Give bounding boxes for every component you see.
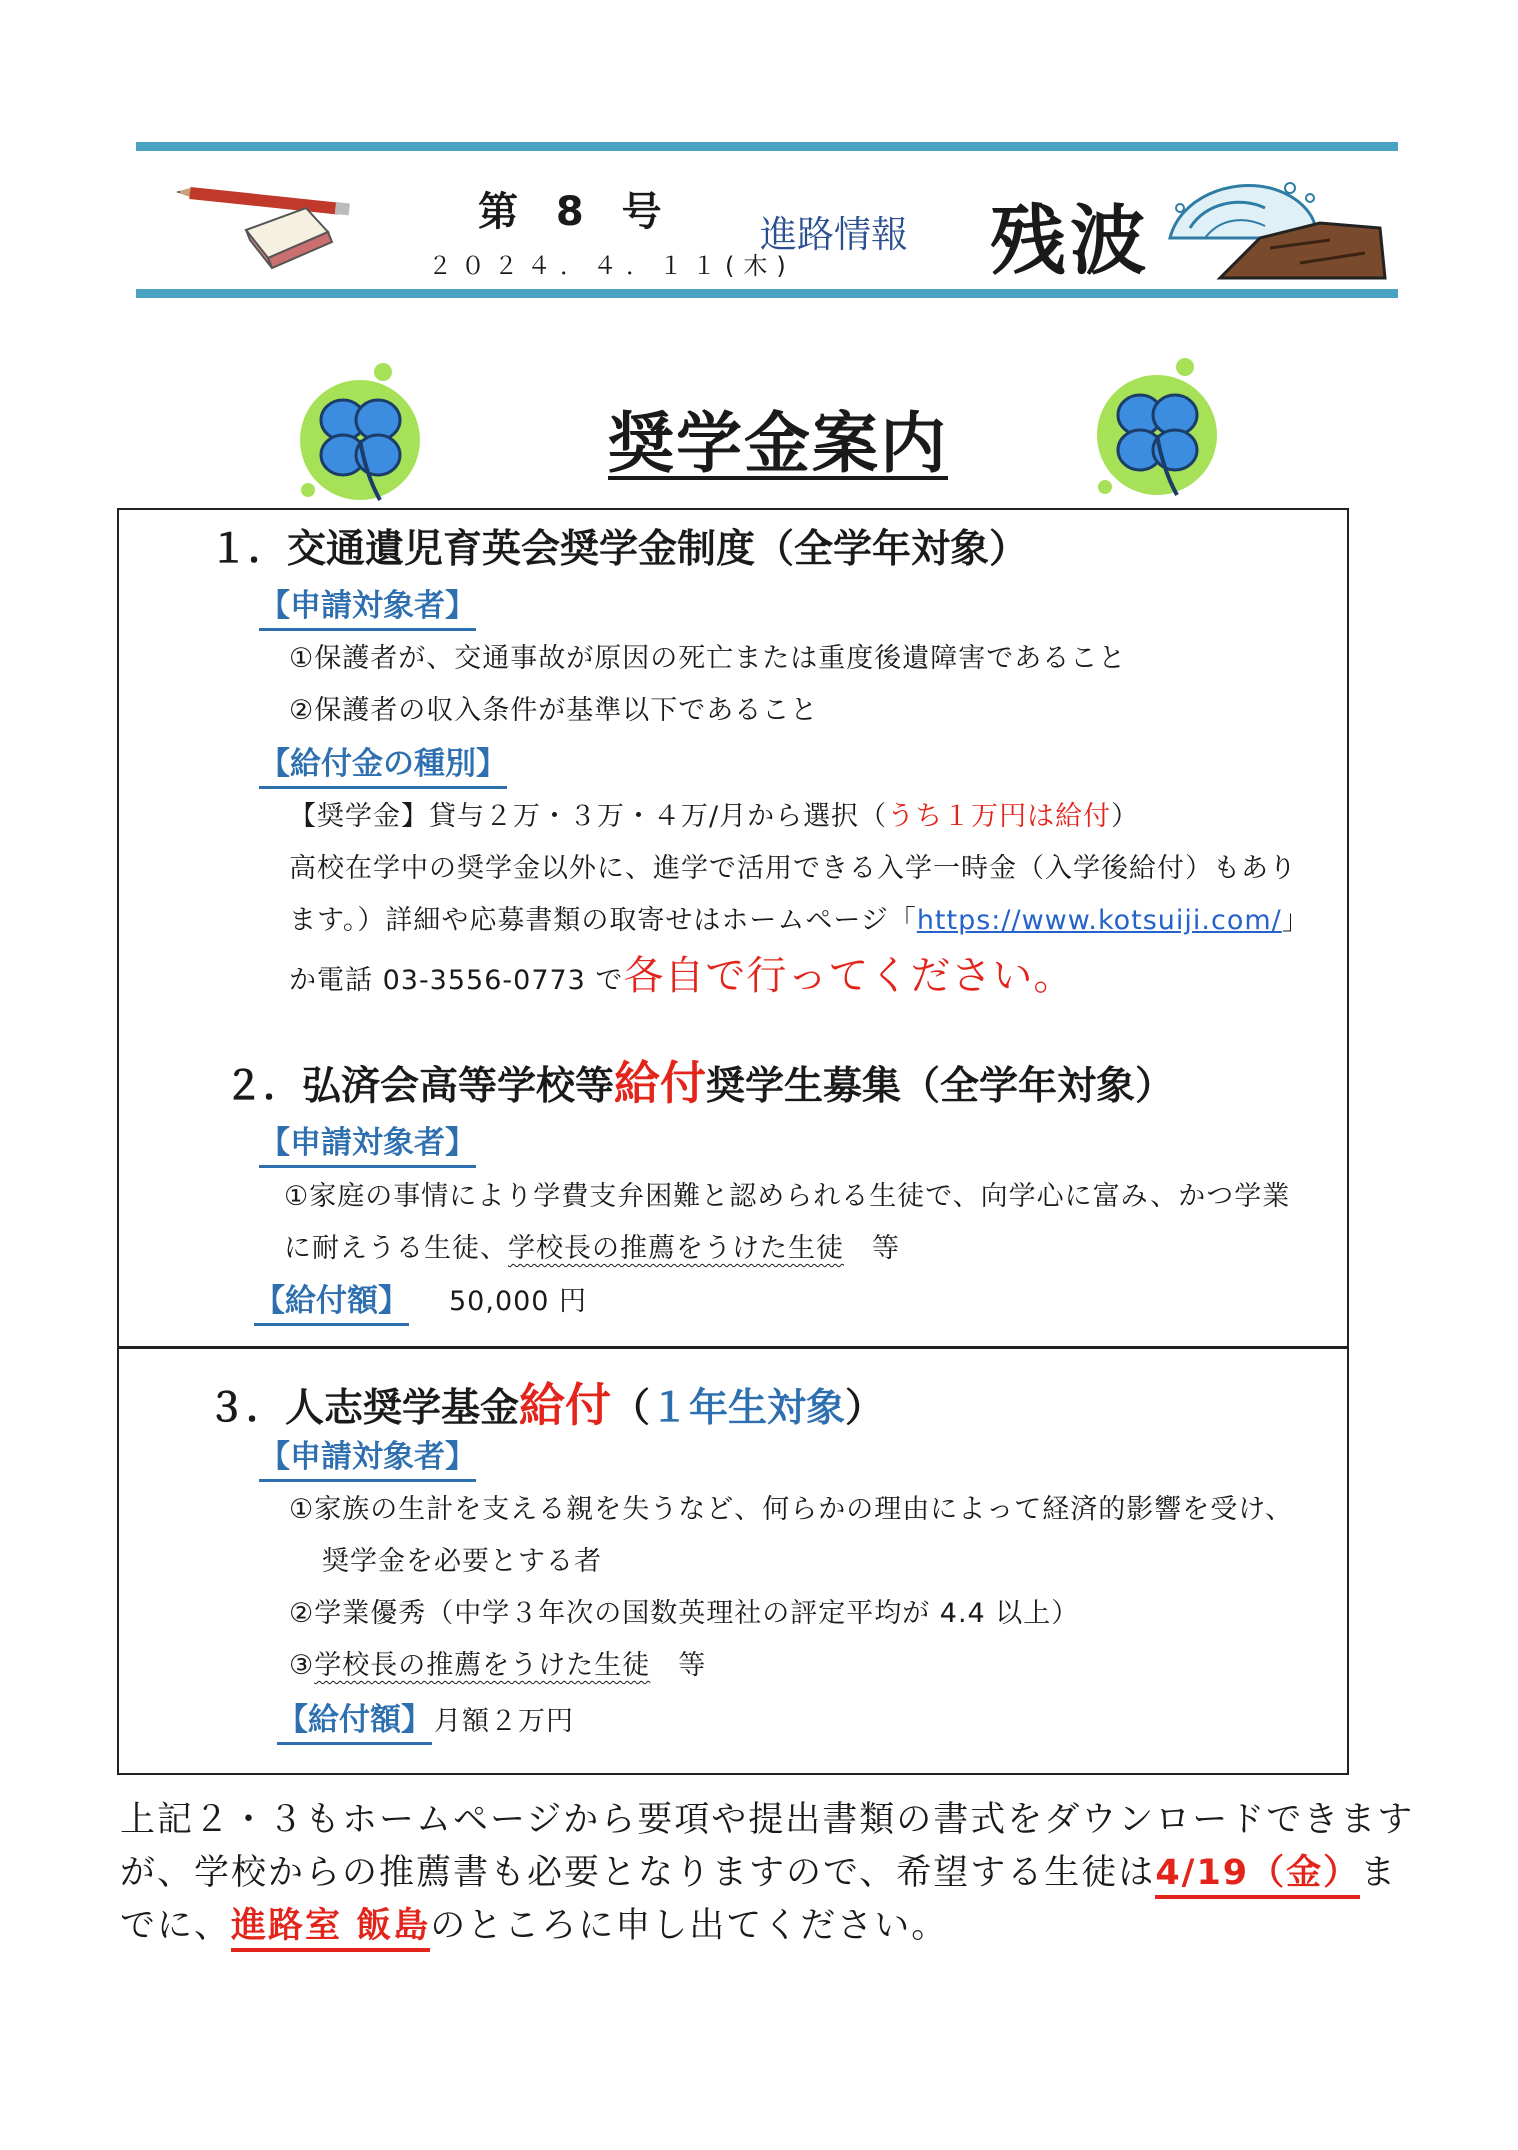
footer-line-2: が、学校からの推薦書も必要となりますので、希望する生徒は4/19（金）ま	[120, 1845, 1397, 1895]
benefit-line-3: ます。）詳細や応募書類の取寄せはホームページ「https://www.kotsuiji.com/」	[289, 905, 1310, 936]
applicant-label-2: 【申請対象者】	[259, 1117, 476, 1168]
requirement-3-3: ③学校長の推薦をうけた生徒 等	[289, 1650, 707, 1681]
requirement-3-1: ①家族の生計を支える親を失うなど、何らかの理由によって経済的影響を受け、	[289, 1494, 1294, 1525]
requirement-2-1: ①家庭の事情により学費支弁困難と認められる生徒で、向学心に富み、かつ学業	[284, 1181, 1291, 1212]
homepage-link[interactable]: https://www.kotsuiji.com/	[916, 905, 1282, 936]
benefit-line-4: か電話 03-3556-0773 で各自で行ってください。	[289, 953, 1075, 999]
scholarship-box-1	[117, 508, 1349, 1019]
clover-icon-left	[288, 360, 438, 510]
issue-date: ２０２４．４．１１(木)	[428, 252, 795, 280]
newsletter-title: 残波	[990, 196, 1150, 285]
benefit-amount-3: 月額２万円	[434, 1706, 574, 1737]
section-heading-2: ２．弘済会高等学校等給付奨学生募集（全学年対象）	[224, 1056, 1175, 1110]
wave-rock-illustration	[1150, 168, 1390, 288]
clover-icon-right	[1085, 355, 1235, 505]
page-title: 奨学金案内	[608, 405, 948, 482]
requirement-1-1: ①保護者が、交通事故が原因の死亡または重度後遺障害であること	[289, 643, 1127, 674]
benefit-line-2: 高校在学中の奨学金以外に、進学で活用できる入学一時金（入学後給付）もあり	[289, 853, 1297, 884]
scholarship-box-3	[117, 1347, 1349, 1775]
benefit-amount-label-3: 【給付額】	[277, 1694, 432, 1745]
requirement-2-2: に耐えうる生徒、学校長の推薦をうけた生徒 等	[284, 1233, 900, 1264]
applicant-label-3: 【申請対象者】	[259, 1431, 476, 1482]
issue-number: 第 8 号	[478, 189, 674, 235]
scholarship-box-2	[117, 1017, 1349, 1348]
footer-line-3: でに、進路室 飯島のところに申し出てください。	[120, 1898, 948, 1948]
benefit-type-label: 【給付金の種別】	[259, 738, 507, 789]
footer-line-1: 上記２・３もホームページから要項や提出書類の書式をダウンロードできます	[120, 1800, 1415, 1840]
benefit-amount-2: 50,000 円	[449, 1286, 588, 1317]
deadline-date: 4/19（金）	[1155, 1853, 1360, 1899]
benefit-line-1: 【奨学金】貸与２万・３万・４万/月から選択（うち１万円は給付）	[289, 801, 1140, 832]
contact-person: 進路室 飯島	[231, 1906, 430, 1952]
pencil-icon	[176, 187, 350, 215]
pencil-eraser-illustration	[176, 180, 376, 270]
benefit-amount-label-2: 【給付額】	[254, 1275, 409, 1326]
header-top-rule	[136, 142, 1398, 151]
section-heading-1: １．交通遺児育英会奨学金制度（全学年対象）	[209, 527, 1029, 572]
header-bottom-rule	[136, 289, 1398, 298]
eraser-icon	[246, 208, 332, 268]
requirement-1-2: ②保護者の収入条件が基準以下であること	[289, 695, 819, 726]
requirement-3-2: ②学業優秀（中学３年次の国数英理社の評定平均が 4.4 以上）	[289, 1598, 1080, 1629]
requirement-3-1-cont: 奨学金を必要とする者	[322, 1546, 602, 1577]
applicant-label-1: 【申請対象者】	[259, 580, 476, 631]
section-heading-3: ３．人志奨学基金給付（１年生対象）	[207, 1378, 885, 1432]
section-label: 進路情報	[760, 213, 908, 256]
